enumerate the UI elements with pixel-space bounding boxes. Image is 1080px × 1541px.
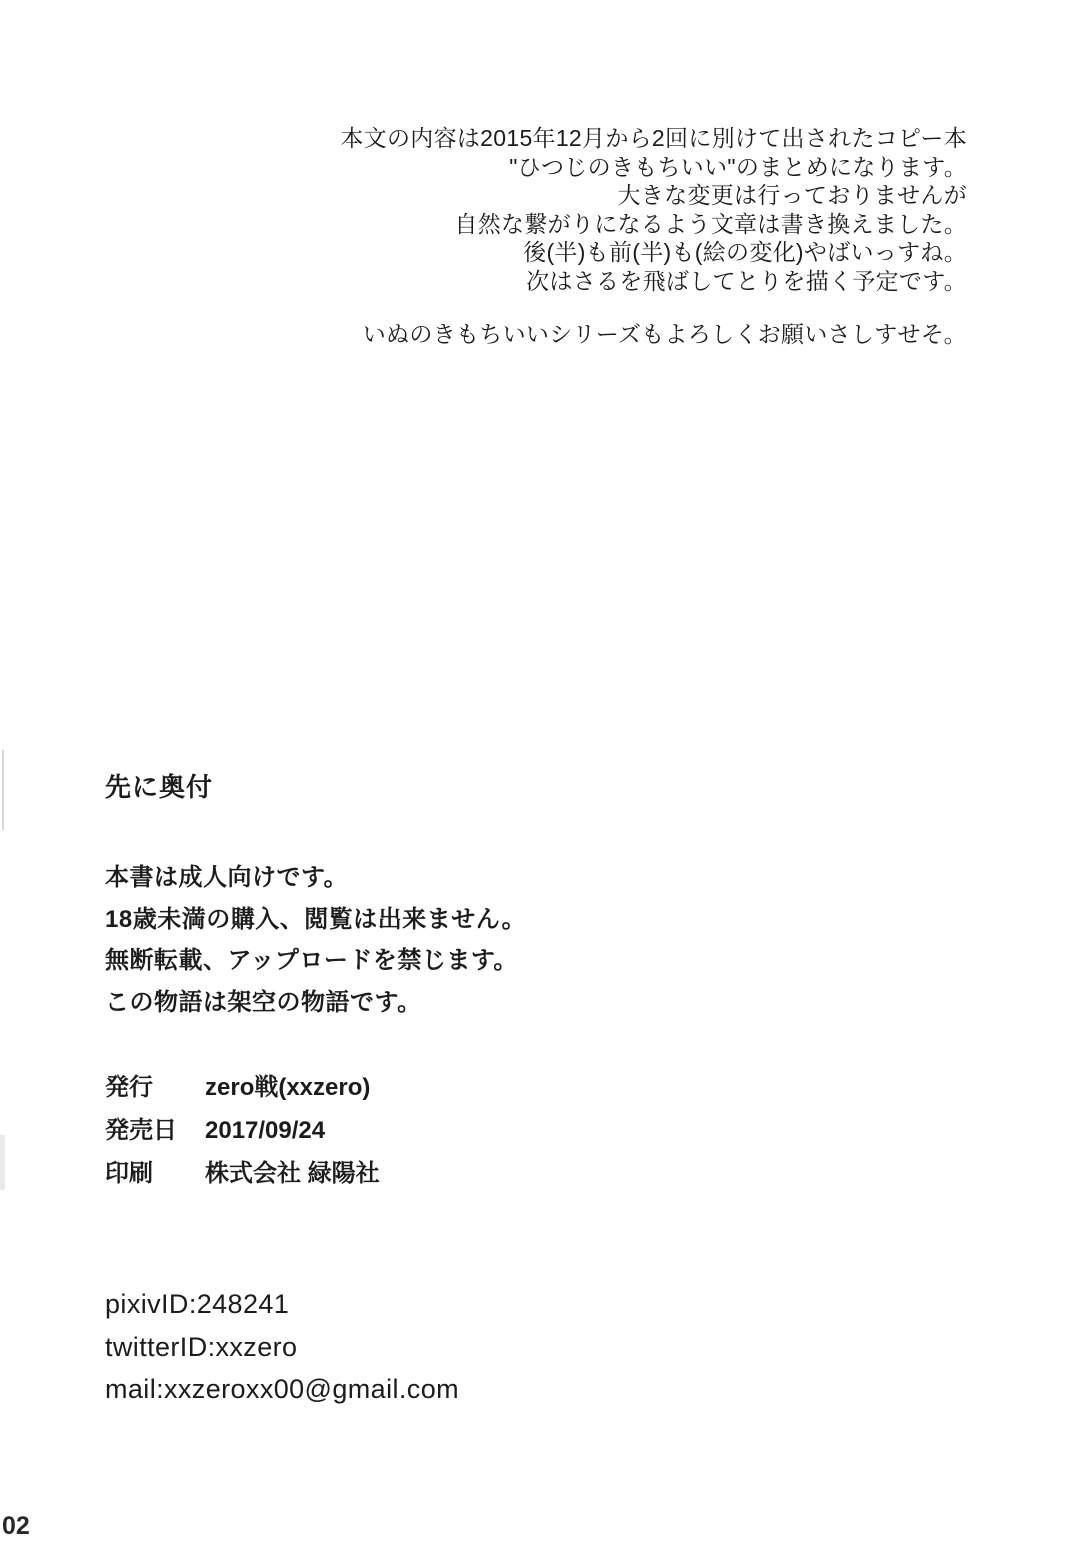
contact-mail: mail:xxzeroxx00@gmail.com xyxy=(105,1374,459,1404)
afterword-line: 大きな変更は行っておりませんが xyxy=(617,182,967,208)
contact-twitter-id: twitterID:xxzero xyxy=(105,1331,298,1362)
colophon-heading: 先に奥付 xyxy=(105,772,214,802)
publication-value: 2017/09/24 xyxy=(205,1117,326,1144)
page-number: 02 xyxy=(2,1512,30,1540)
publication-label: 印刷 xyxy=(105,1160,153,1187)
afterword-line: いぬのきもちいいシリーズもよろしくお願いさしすせそ。 xyxy=(362,321,967,347)
publication-label: 発行 xyxy=(105,1074,153,1101)
afterword-line: "ひつじのきもちいい"のまとめになります。 xyxy=(509,153,967,180)
publication-value: zero戦(xxzero) xyxy=(205,1074,371,1101)
publication-label: 発売日 xyxy=(105,1117,177,1144)
scan-artifact xyxy=(0,1135,5,1190)
notice-line: この物語は架空の物語です。 xyxy=(105,988,422,1016)
afterword-line: 本文の内容は2015年12月から2回に別けて出されたコピー本 xyxy=(340,125,967,151)
contact-pixiv-id: pixivID:248241 xyxy=(105,1289,290,1319)
notice-line: 本書は成人向けです。 xyxy=(105,864,349,891)
scan-artifact xyxy=(2,750,4,830)
afterword-text xyxy=(340,124,967,349)
afterword-line: 後(半)も前(半)も(絵の変化)やばいっすね。 xyxy=(523,239,967,265)
afterword-line: 自然な繋がりになるよう文章は書き換えました。 xyxy=(454,210,967,237)
publication-row xyxy=(105,1066,380,1109)
adult-notice-block xyxy=(105,857,526,1023)
publication-value: 株式会社 緑陽社 xyxy=(205,1160,380,1187)
publication-row xyxy=(105,1152,380,1195)
notice-line: 無断転載、アップロードを禁じます。 xyxy=(105,947,518,974)
publication-info xyxy=(105,1066,380,1195)
contact-info xyxy=(105,1283,459,1411)
afterword-line: 次はさるを飛ばしてとりを描く予定です。 xyxy=(526,267,967,294)
publication-row xyxy=(105,1109,380,1152)
notice-line: 18歳未満の購入、閲覧は出来ません。 xyxy=(105,905,527,933)
